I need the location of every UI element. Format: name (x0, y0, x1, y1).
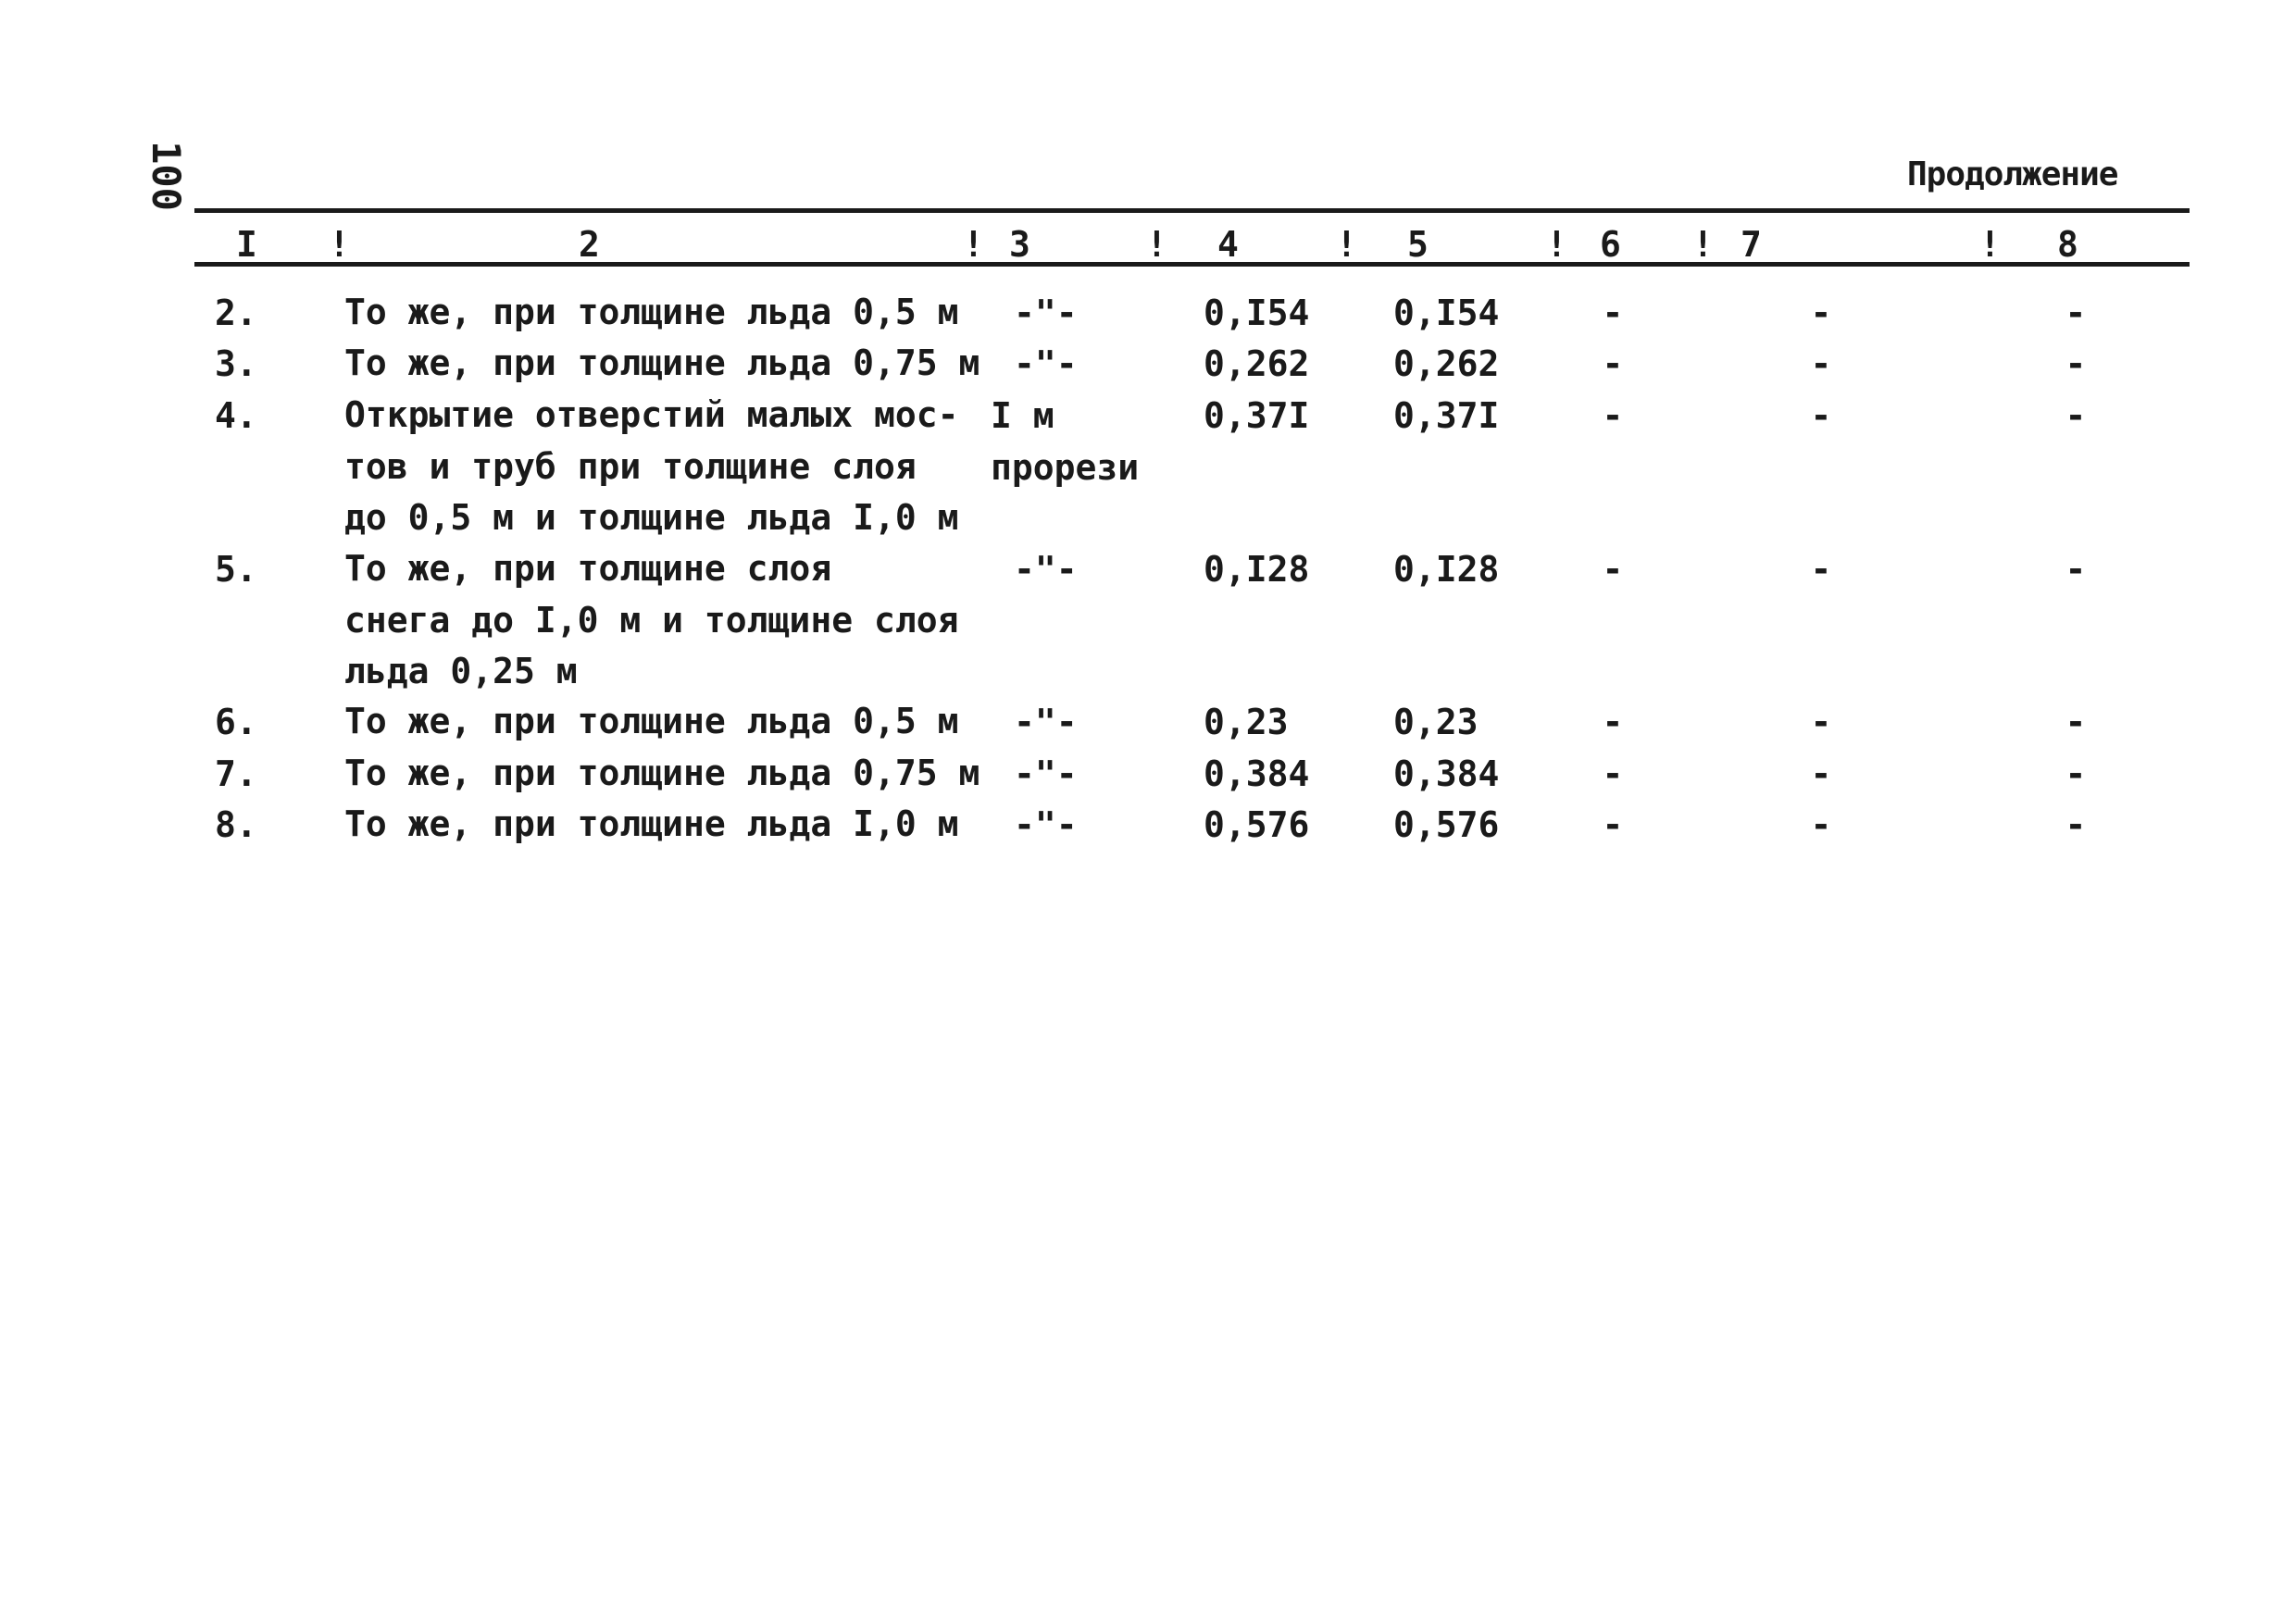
header-col-6: 6 (1600, 224, 1621, 265)
row-unit: -"- (1014, 804, 1078, 845)
row-unit: -"- (1014, 343, 1078, 384)
row-value-col5: 0,23 (1393, 702, 1479, 742)
row-description-line: льда 0,25 м (344, 651, 578, 691)
row-number: 6. (215, 702, 257, 742)
row-description-line: То же, при толщине льда I,0 м (344, 803, 959, 844)
row-value-col6: - (1602, 702, 1624, 742)
row-number: 7. (215, 753, 257, 794)
row-value-col4: 0,384 (1204, 753, 1310, 794)
row-description-line: То же, при толщине слоя (344, 548, 832, 589)
header-separator: ! (963, 224, 984, 265)
row-value-col7: - (1810, 343, 1832, 384)
row-value-col7: - (1810, 804, 1832, 845)
row-value-col5: 0,576 (1393, 804, 1500, 845)
table-header-rule (194, 262, 2190, 267)
row-value-col8: - (2065, 395, 2087, 436)
table-top-rule (194, 208, 2190, 213)
row-unit: -"- (1014, 702, 1078, 742)
row-value-col6: - (1602, 804, 1624, 845)
row-description-line: То же, при толщине льда 0,5 м (344, 701, 959, 741)
row-description-line: снега до I,0 м и толщине слоя (344, 599, 959, 641)
row-number: 4. (215, 395, 257, 436)
row-description-line: То же, при толщине льда 0,75 м (344, 753, 980, 793)
row-description-line: Открытие отверстий малых мос- (344, 394, 959, 435)
header-separator: ! (1546, 224, 1567, 265)
row-value-col8: - (2065, 753, 2087, 794)
header-col-2: 2 (579, 224, 600, 265)
row-number: 3. (215, 343, 257, 384)
row-value-col7: - (1810, 292, 1832, 333)
row-value-col7: - (1810, 753, 1832, 794)
header-col-8: 8 (2057, 224, 2078, 265)
header-col-3: 3 (1009, 224, 1030, 265)
row-value-col6: - (1602, 292, 1624, 333)
row-value-col4: 0,23 (1204, 702, 1289, 742)
row-unit: -"- (1014, 753, 1078, 794)
row-number: 8. (215, 804, 257, 845)
row-value-col5: 0,I28 (1393, 549, 1500, 590)
header-col-1: I (236, 224, 257, 265)
row-value-col6: - (1602, 343, 1624, 384)
row-value-col5: 0,37I (1393, 395, 1500, 436)
header-col-5: 5 (1407, 224, 1429, 265)
row-value-col5: 0,I54 (1393, 292, 1500, 333)
row-value-col6: - (1602, 549, 1624, 590)
row-value-col7: - (1810, 549, 1832, 590)
header-col-7: 7 (1741, 224, 1762, 265)
header-separator: ! (329, 224, 350, 265)
row-value-col8: - (2065, 702, 2087, 742)
row-description-line: до 0,5 м и толщине льда I,0 м (344, 497, 959, 538)
row-value-col4: 0,576 (1204, 804, 1310, 845)
row-number: 5. (215, 549, 257, 590)
row-value-col5: 0,384 (1393, 753, 1500, 794)
page-number: 100 (144, 141, 190, 211)
row-description-line: То же, при толщине льда 0,75 м (344, 342, 980, 383)
row-value-col5: 0,262 (1393, 343, 1500, 384)
header-col-4: 4 (1217, 224, 1239, 265)
row-description-line: тов и труб при толщине слоя (344, 445, 917, 487)
row-value-col7: - (1810, 395, 1832, 436)
row-value-col4: 0,I28 (1204, 549, 1310, 590)
row-value-col4: 0,37I (1204, 395, 1310, 436)
row-value-col6: - (1602, 395, 1624, 436)
row-unit: прорези (991, 446, 1140, 488)
row-number: 2. (215, 292, 257, 333)
row-value-col4: 0,I54 (1204, 292, 1310, 333)
row-value-col8: - (2065, 804, 2087, 845)
header-separator: ! (1692, 224, 1714, 265)
row-value-col8: - (2065, 343, 2087, 384)
header-separator: ! (1336, 224, 1357, 265)
row-value-col7: - (1810, 702, 1832, 742)
header-separator: ! (1146, 224, 1167, 265)
row-value-col8: - (2065, 549, 2087, 590)
row-description-line: То же, при толщине льда 0,5 м (344, 292, 959, 332)
continuation-label: Продолжение (1907, 156, 2118, 193)
row-value-col4: 0,262 (1204, 343, 1310, 384)
header-separator: ! (1979, 224, 2001, 265)
row-value-col6: - (1602, 753, 1624, 794)
row-unit: -"- (1014, 549, 1078, 590)
row-value-col8: - (2065, 292, 2087, 333)
row-unit: -"- (1014, 292, 1078, 333)
row-unit: I м (991, 395, 1054, 436)
